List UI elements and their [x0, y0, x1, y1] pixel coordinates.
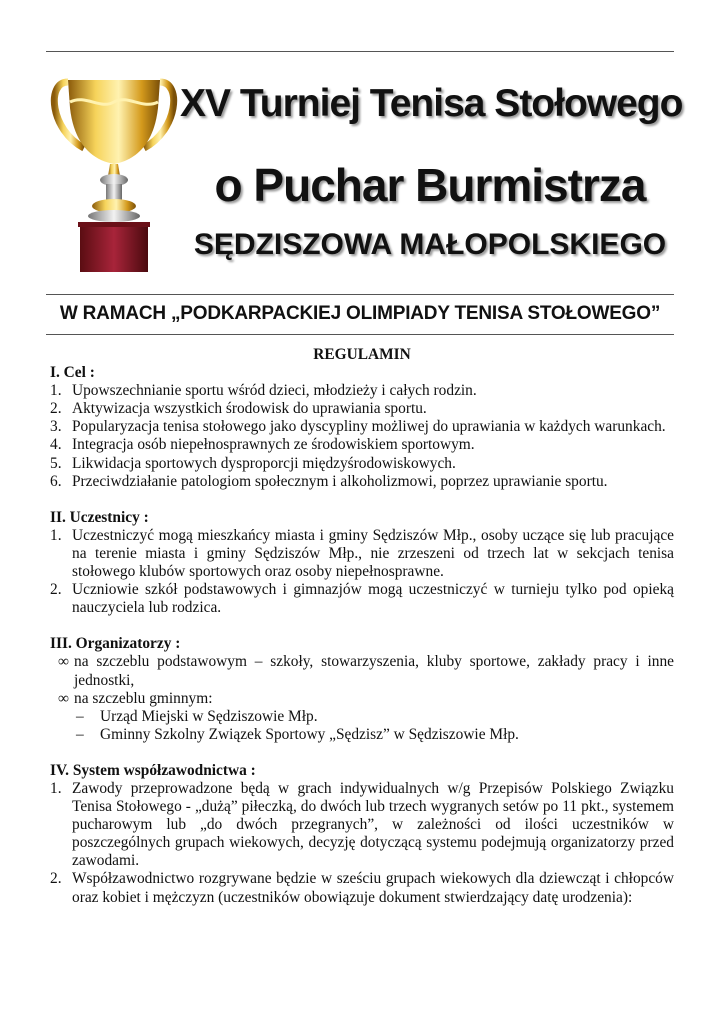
list-item: 2. Współzawodnictwo rozgrywane będzie w sześciu grupach wiekowych dla dziewcząt i chłopców oraz kobiet i mężczyzn (uczestników obowiązuje dokument stwierdzający datę urodzenia):	[50, 870, 674, 906]
title-line-3: SĘDZISZOWA MAŁOPOLSKIEGO	[193, 228, 667, 261]
title-line-1: XV Turniej Tenisa Stołowego	[180, 82, 683, 125]
list-item: ∞ na szczeblu podstawowym – szkoły, stowarzyszenia, kluby sportowe, zakłady pracy i inne jednostki,	[58, 653, 674, 689]
list-item: 6. Przeciwdziałanie patologiom społecznym i alkoholizmowi, poprzez uprawianie sportu.	[50, 472, 608, 490]
list-item: 1. Uczestniczyć mogą mieszkańcy miasta i gminy Sędziszów Młp., osoby uczące się lub pracujące na terenie miasta i gminy Sędziszów Młp., nie zrzeszeni od trzech lat w sekcjach tenisa stołowego klubów sportowych oraz osoby niepełnosprawne.	[50, 526, 674, 581]
list-item: 4. Integracja osób niepełnosprawnych ze środowiskiem sportowym.	[50, 436, 475, 454]
list-item: – Gminny Szkolny Związek Sportowy „Sędzisz” w Sędziszowie Młp.	[76, 725, 519, 743]
infinity-bullet-icon: ∞	[58, 689, 69, 707]
list-item: – Urząd Miejski w Sędziszowie Młp.	[76, 707, 318, 725]
section-heading: II. Uczestnicy :	[50, 508, 149, 526]
list-item: 2. Uczniowie szkół podstawowych i gimnazjów mogą uczestniczyć w turnieju tylko pod opieką nauczyciela lub rodzica.	[50, 581, 674, 617]
section-heading: IV. System współzawodnictwa :	[50, 761, 256, 779]
section-heading: III. Organizatorzy :	[50, 635, 181, 653]
infinity-bullet-icon: ∞	[58, 653, 69, 671]
top-rule	[46, 51, 674, 52]
subtitle: W RAMACH „PODKARPACKIEJ OLIMPIADY TENISA STOŁOWEGO”	[59, 303, 661, 324]
trophy-cup-icon	[50, 68, 178, 278]
header-rule	[46, 294, 674, 295]
section-heading: I. Cel :	[50, 364, 95, 382]
list-item: 1. Upowszechnianie sportu wśród dzieci, młodzieży i całych rodzin.	[50, 382, 477, 400]
list-item: 3. Popularyzacja tenisa stołowego jako dyscypliny możliwej do uprawiania w każdych warunkach.	[50, 418, 666, 436]
doc-title: REGULAMIN	[313, 346, 411, 363]
list-item: ∞ na szczeblu gminnym:	[58, 689, 213, 707]
list-item: 2. Aktywizacja wszystkich środowisk do uprawiania sportu.	[50, 400, 427, 418]
subtitle-rule	[46, 334, 674, 335]
list-item: 5. Likwidacja sportowych dysproporcji międzyśrodowiskowych.	[50, 454, 456, 472]
list-item: 1. Zawody przeprowadzone będą w grach indywidualnych w/g Przepisów Polskiego Związku Tenisa Stołowego - „dużą” piłeczką, do dwóch lub trzech wygranych setów po 11 pkt., systemem pucharowym lub „do dwóch przegranych”, w zależności od ilości uczestników w poszczególnych grupach wiekowych, decyzję dotyczącą systemu podejmują organizatorzy przed zawodami.	[50, 779, 674, 870]
title-line-2: o Puchar Burmistrza	[214, 159, 646, 211]
regulations-body	[50, 346, 674, 907]
